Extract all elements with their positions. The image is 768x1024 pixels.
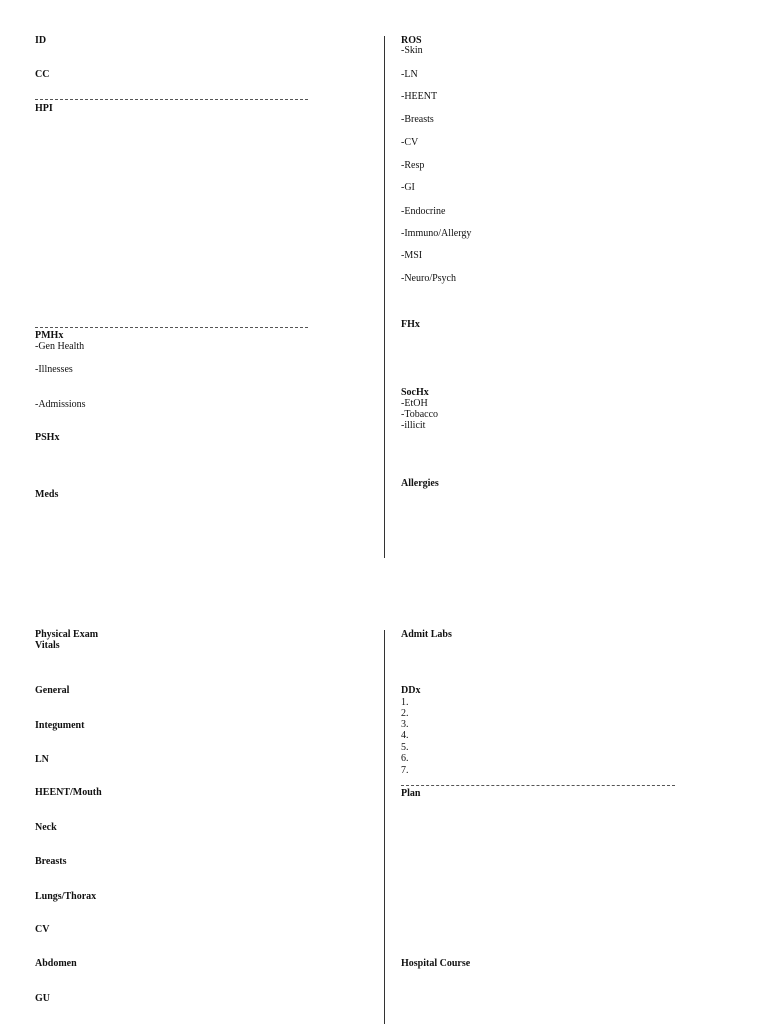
ddx-item-6: 6. xyxy=(401,753,409,764)
ros-breasts: -Breasts xyxy=(401,114,434,125)
gen-health-label: -Gen Health xyxy=(35,341,85,352)
exam-gu: GU xyxy=(35,993,50,1004)
exam-cv: CV xyxy=(35,924,50,935)
sochx-illicit: -illicit xyxy=(401,420,426,431)
allergies-label: Allergies xyxy=(401,478,439,489)
ddx-item-3: 3. xyxy=(401,719,409,730)
ddx-item-5: 5. xyxy=(401,742,409,753)
hpi-label: HPI xyxy=(35,103,53,114)
ddx-item-7: 7. xyxy=(401,765,409,776)
exam-neck: Neck xyxy=(35,822,57,833)
admissions-label: -Admissions xyxy=(35,399,86,410)
ros-gi: -GI xyxy=(401,182,415,193)
ddx-item-4: 4. xyxy=(401,730,409,741)
ros-msi: -MSI xyxy=(401,250,423,261)
cc-label: CC xyxy=(35,69,50,80)
ros-resp: -Resp xyxy=(401,160,425,171)
ddx-item-1: 1. xyxy=(401,697,409,708)
top-column-divider xyxy=(384,36,385,558)
hpi-pmhx-separator xyxy=(35,327,308,328)
fhx-label: FHx xyxy=(401,319,420,330)
id-label: ID xyxy=(35,35,47,46)
pmhx-label: PMHx xyxy=(35,330,64,341)
ddx-item-2: 2. xyxy=(401,708,409,719)
ros-neuro-psych: -Neuro/Psych xyxy=(401,273,456,284)
ros-skin: -Skin xyxy=(401,45,423,56)
illnesses-label: -Illnesses xyxy=(35,364,73,375)
ros-immuno-allergy: -Immuno/Allergy xyxy=(401,228,472,239)
sochx-label: SocHx xyxy=(401,387,429,398)
exam-heent-mouth: HEENT/Mouth xyxy=(35,787,102,798)
pshx-label: PSHx xyxy=(35,432,60,443)
ros-label: ROS xyxy=(401,35,422,46)
exam-integument: Integument xyxy=(35,720,85,731)
ros-endocrine: -Endocrine xyxy=(401,206,446,217)
hospital-course-label: Hospital Course xyxy=(401,958,471,969)
exam-lungs-thorax: Lungs/Thorax xyxy=(35,891,97,902)
ros-ln: -LN xyxy=(401,69,418,80)
bottom-column-divider xyxy=(384,630,385,1024)
sochx-tobacco: -Tobacco xyxy=(401,409,439,420)
vitals-label: Vitals xyxy=(35,640,60,651)
ddx-plan-separator xyxy=(401,785,675,786)
ddx-label: DDx xyxy=(401,685,421,696)
ros-heent: -HEENT xyxy=(401,91,438,102)
admit-labs-label: Admit Labs xyxy=(401,629,452,640)
meds-label: Meds xyxy=(35,489,59,500)
ros-cv: -CV xyxy=(401,137,419,148)
exam-ln: LN xyxy=(35,754,49,765)
plan-label: Plan xyxy=(401,788,421,799)
exam-general: General xyxy=(35,685,70,696)
sochx-etoh: -EtOH xyxy=(401,398,428,409)
exam-abdomen: Abdomen xyxy=(35,958,77,969)
physical-exam-label: Physical Exam xyxy=(35,629,99,640)
exam-breasts: Breasts xyxy=(35,856,67,867)
cc-hpi-separator xyxy=(35,99,308,100)
